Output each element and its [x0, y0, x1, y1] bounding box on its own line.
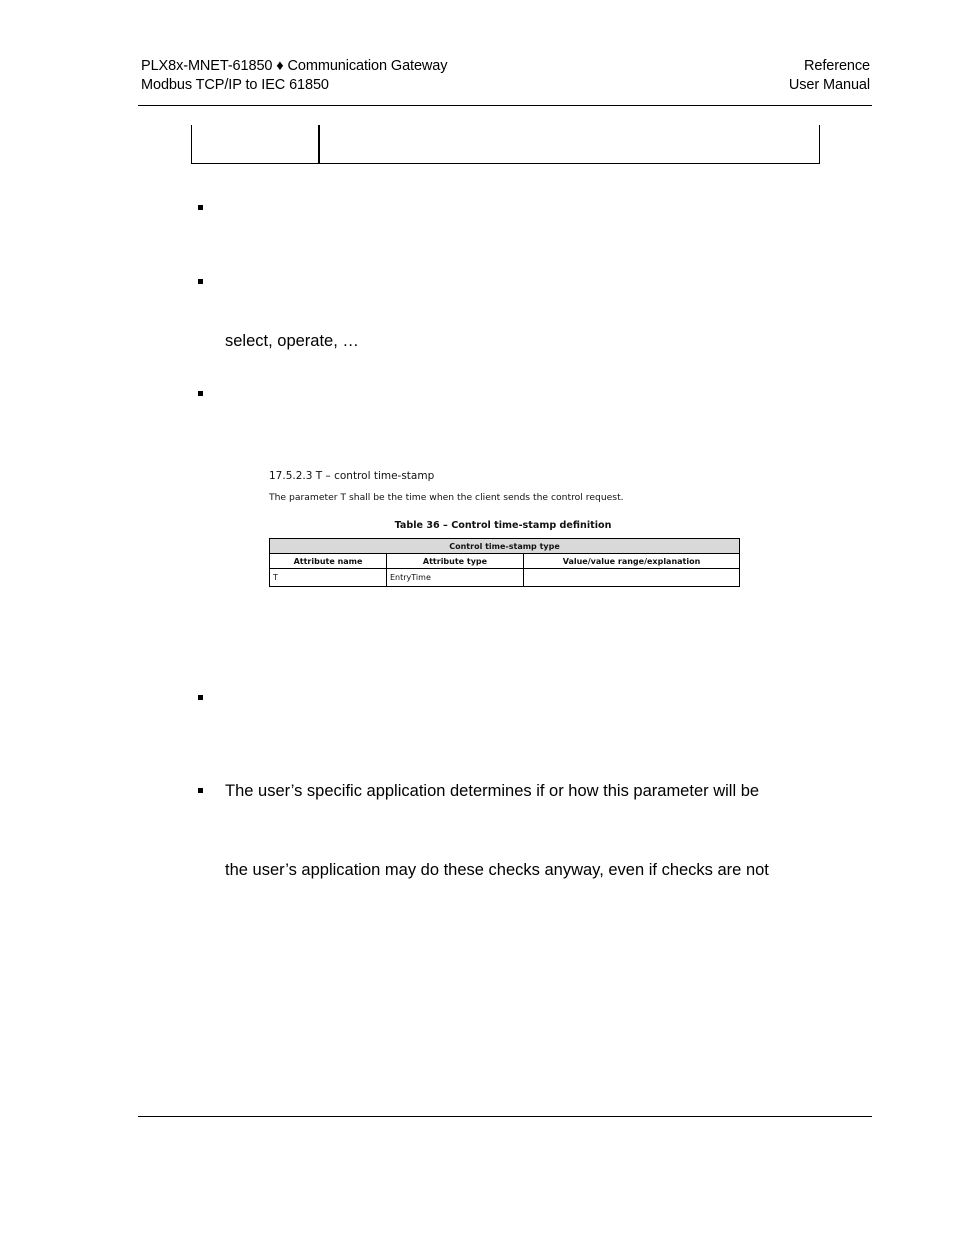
time-stamp-definition-table — [269, 538, 740, 587]
table-cell: T — [270, 569, 387, 587]
excerpt-table-caption: Table 36 – Control time-stamp definition — [394, 520, 612, 531]
column-header: Value/value range/explanation — [524, 554, 740, 569]
body-line-user-checks: the user’s application may do these checks anyway, even if checks are not — [225, 861, 769, 879]
footer-rule — [138, 1116, 872, 1117]
table-column-divider — [318, 125, 320, 163]
table-title-row — [270, 539, 740, 554]
table-header-row — [270, 554, 740, 569]
header-left — [141, 57, 447, 95]
bullet-marker-4 — [198, 695, 203, 700]
bullet-text-user-application: The user’s specific application determines if or how this parameter will be — [225, 782, 760, 800]
table-cell — [524, 569, 740, 587]
continued-table-fragment — [191, 125, 820, 164]
table-cell: EntryTime — [387, 569, 524, 587]
bullet-marker-3 — [198, 391, 203, 396]
header-product-subtitle: Modbus TCP/IP to IEC 61850 — [141, 77, 329, 93]
column-header: Attribute type — [387, 554, 524, 569]
header-right — [789, 57, 870, 95]
bullet-marker-2 — [198, 279, 203, 284]
column-header: Attribute name — [270, 554, 387, 569]
bullet-marker-5 — [198, 788, 203, 793]
table-row — [270, 569, 740, 587]
header-rule — [138, 105, 872, 106]
body-line-select-operate: select, operate, … — [225, 332, 359, 350]
excerpt-paragraph: The parameter T shall be the time when the client sends the control request. — [269, 492, 624, 503]
header-section-label: Reference — [804, 58, 870, 74]
table-title-cell: Control time-stamp type — [270, 539, 740, 554]
header-doc-type: User Manual — [788, 77, 870, 93]
excerpt-section-heading: 17.5.2.3 T – control time-stamp — [269, 470, 435, 482]
bullet-marker-1 — [198, 205, 203, 210]
header-product-title: PLX8x-MNET-61850 ♦ Communication Gateway — [141, 58, 448, 74]
